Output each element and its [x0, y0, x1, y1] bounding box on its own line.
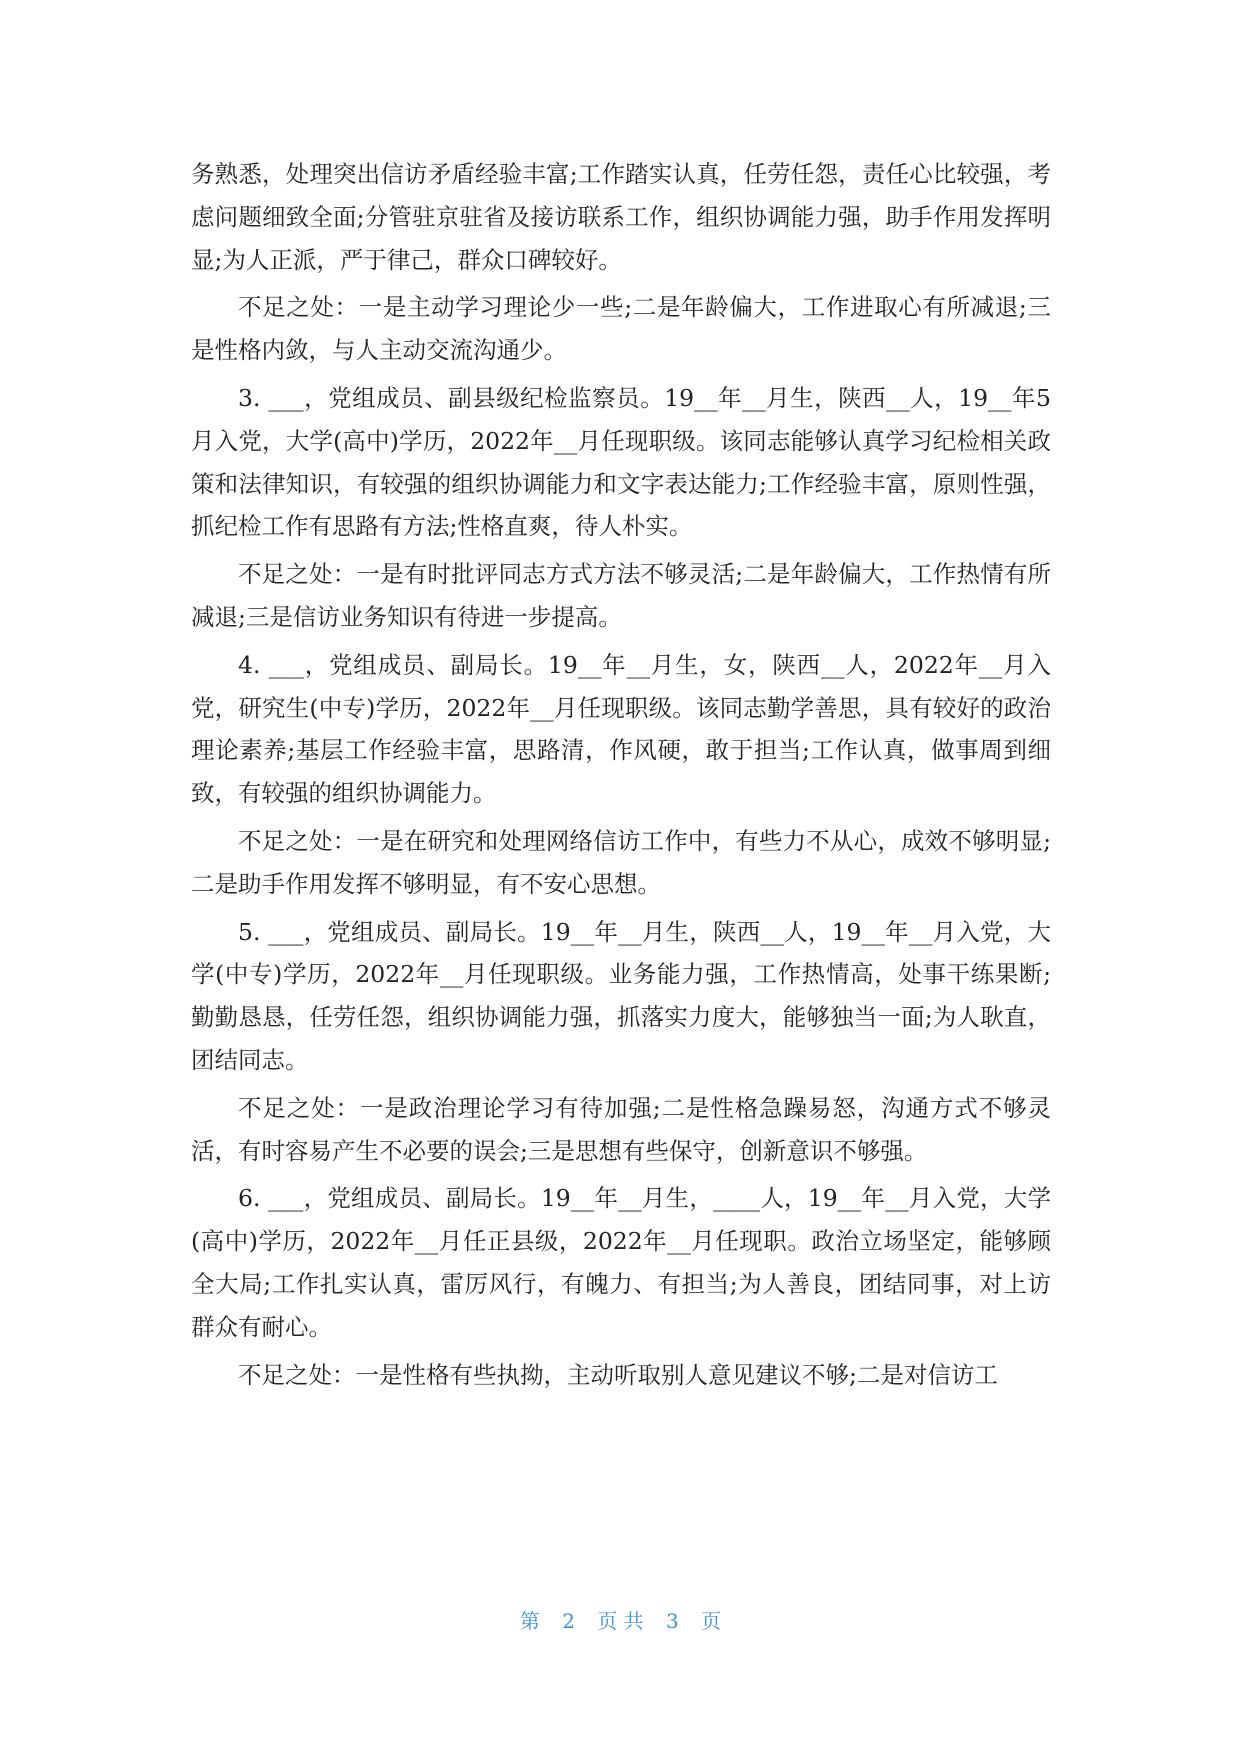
paragraph-5: 4. ___，党组成员、副局长。19__年__月生，女，陕西__人，2022年__月入党，研究生(中专)学历，2022年__月任现职级。该同志勤学善思，具有较好的政治理论素养;基层工作经验丰富，思路清，作风硬，敢于担当;工作认真，做事周到细致，有较强的组织协调能力。: [191, 650, 1051, 808]
paragraph-8: 不足之处：一是政治理论学习有待加强;二是性格急躁易怒，沟通方式不够灵活，有时容易产生不必要的误会;三是思想有些保守，创新意识不够强。: [191, 1093, 1051, 1165]
paragraph-10: 不足之处：一是性格有些执拗，主动听取别人意见建议不够;二是对信访工: [238, 1360, 998, 1389]
footer-prefix: 第: [519, 1609, 540, 1633]
paragraph-6: 不足之处：一是在研究和处理网络信访工作中，有些力不从心，成效不够明显;二是助手作用发挥不够明显，有不安心思想。: [191, 826, 1051, 898]
paragraph-7: 5. ___，党组成员、副局长。19__年__月生，陕西__人，19__年__月入党，大学(中专)学历，2022年__月任现职级。业务能力强，工作热情高，处事干练果断;勤勤恳恳，任劳任怨，组织协调能力强，抓落实力度大，能够独当一面;为人耿直，团结同志。: [191, 917, 1051, 1074]
paragraph-9: 6. ___，党组成员、副局长。19__年__月生，____人，19__年__月入党，大学(高中)学历，2022年__月任正县级，2022年__月任现职。政治立场坚定，能够顾全大局;工作扎实认真，雷厉风行，有魄力、有担当;为人善良，团结同事，对上访群众有耐心。: [191, 1184, 1051, 1341]
paragraph-4: 不足之处：一是有时批评同志方式方法不够灵活;二是年龄偏大，工作热情有所减退;三是信访业务知识有待进一步提高。: [191, 560, 1051, 631]
document-body: [191, 153, 1051, 1401]
footer-suffix: 页: [701, 1609, 722, 1633]
paragraph-1: 务熟悉，处理突出信访矛盾经验丰富;工作踏实认真，任劳任怨，责任心比较强，考虑问题细致全面;分管驻京驻省及接访联系工作，组织协调能力强，助手作用发挥明显;为人正派，严于律己，群众口碑较好。: [191, 160, 1051, 274]
paragraph-2: 不足之处：一是主动学习理论少一些;二是年龄偏大，工作进取心有所减退;三是性格内敛，与人主动交流沟通少。: [191, 293, 1051, 365]
paragraph-3: 3. ___，党组成员、副县级纪检监察员。19__年__月生，陕西__人，19__年5月入党，大学(高中)学历，2022年__月任现职级。该同志能够认真学习纪检相关政策和法律知识，有较强的组织协调能力和文字表达能力;工作经验丰富，原则性强，抓纪检工作有思路有方法;性格直爽，待人朴实。: [191, 383, 1051, 541]
footer-total-pages: 3: [666, 1609, 679, 1633]
page-footer: [0, 1605, 1241, 1634]
footer-current-page: 2: [562, 1609, 575, 1633]
footer-middle: 页 共: [597, 1609, 644, 1633]
